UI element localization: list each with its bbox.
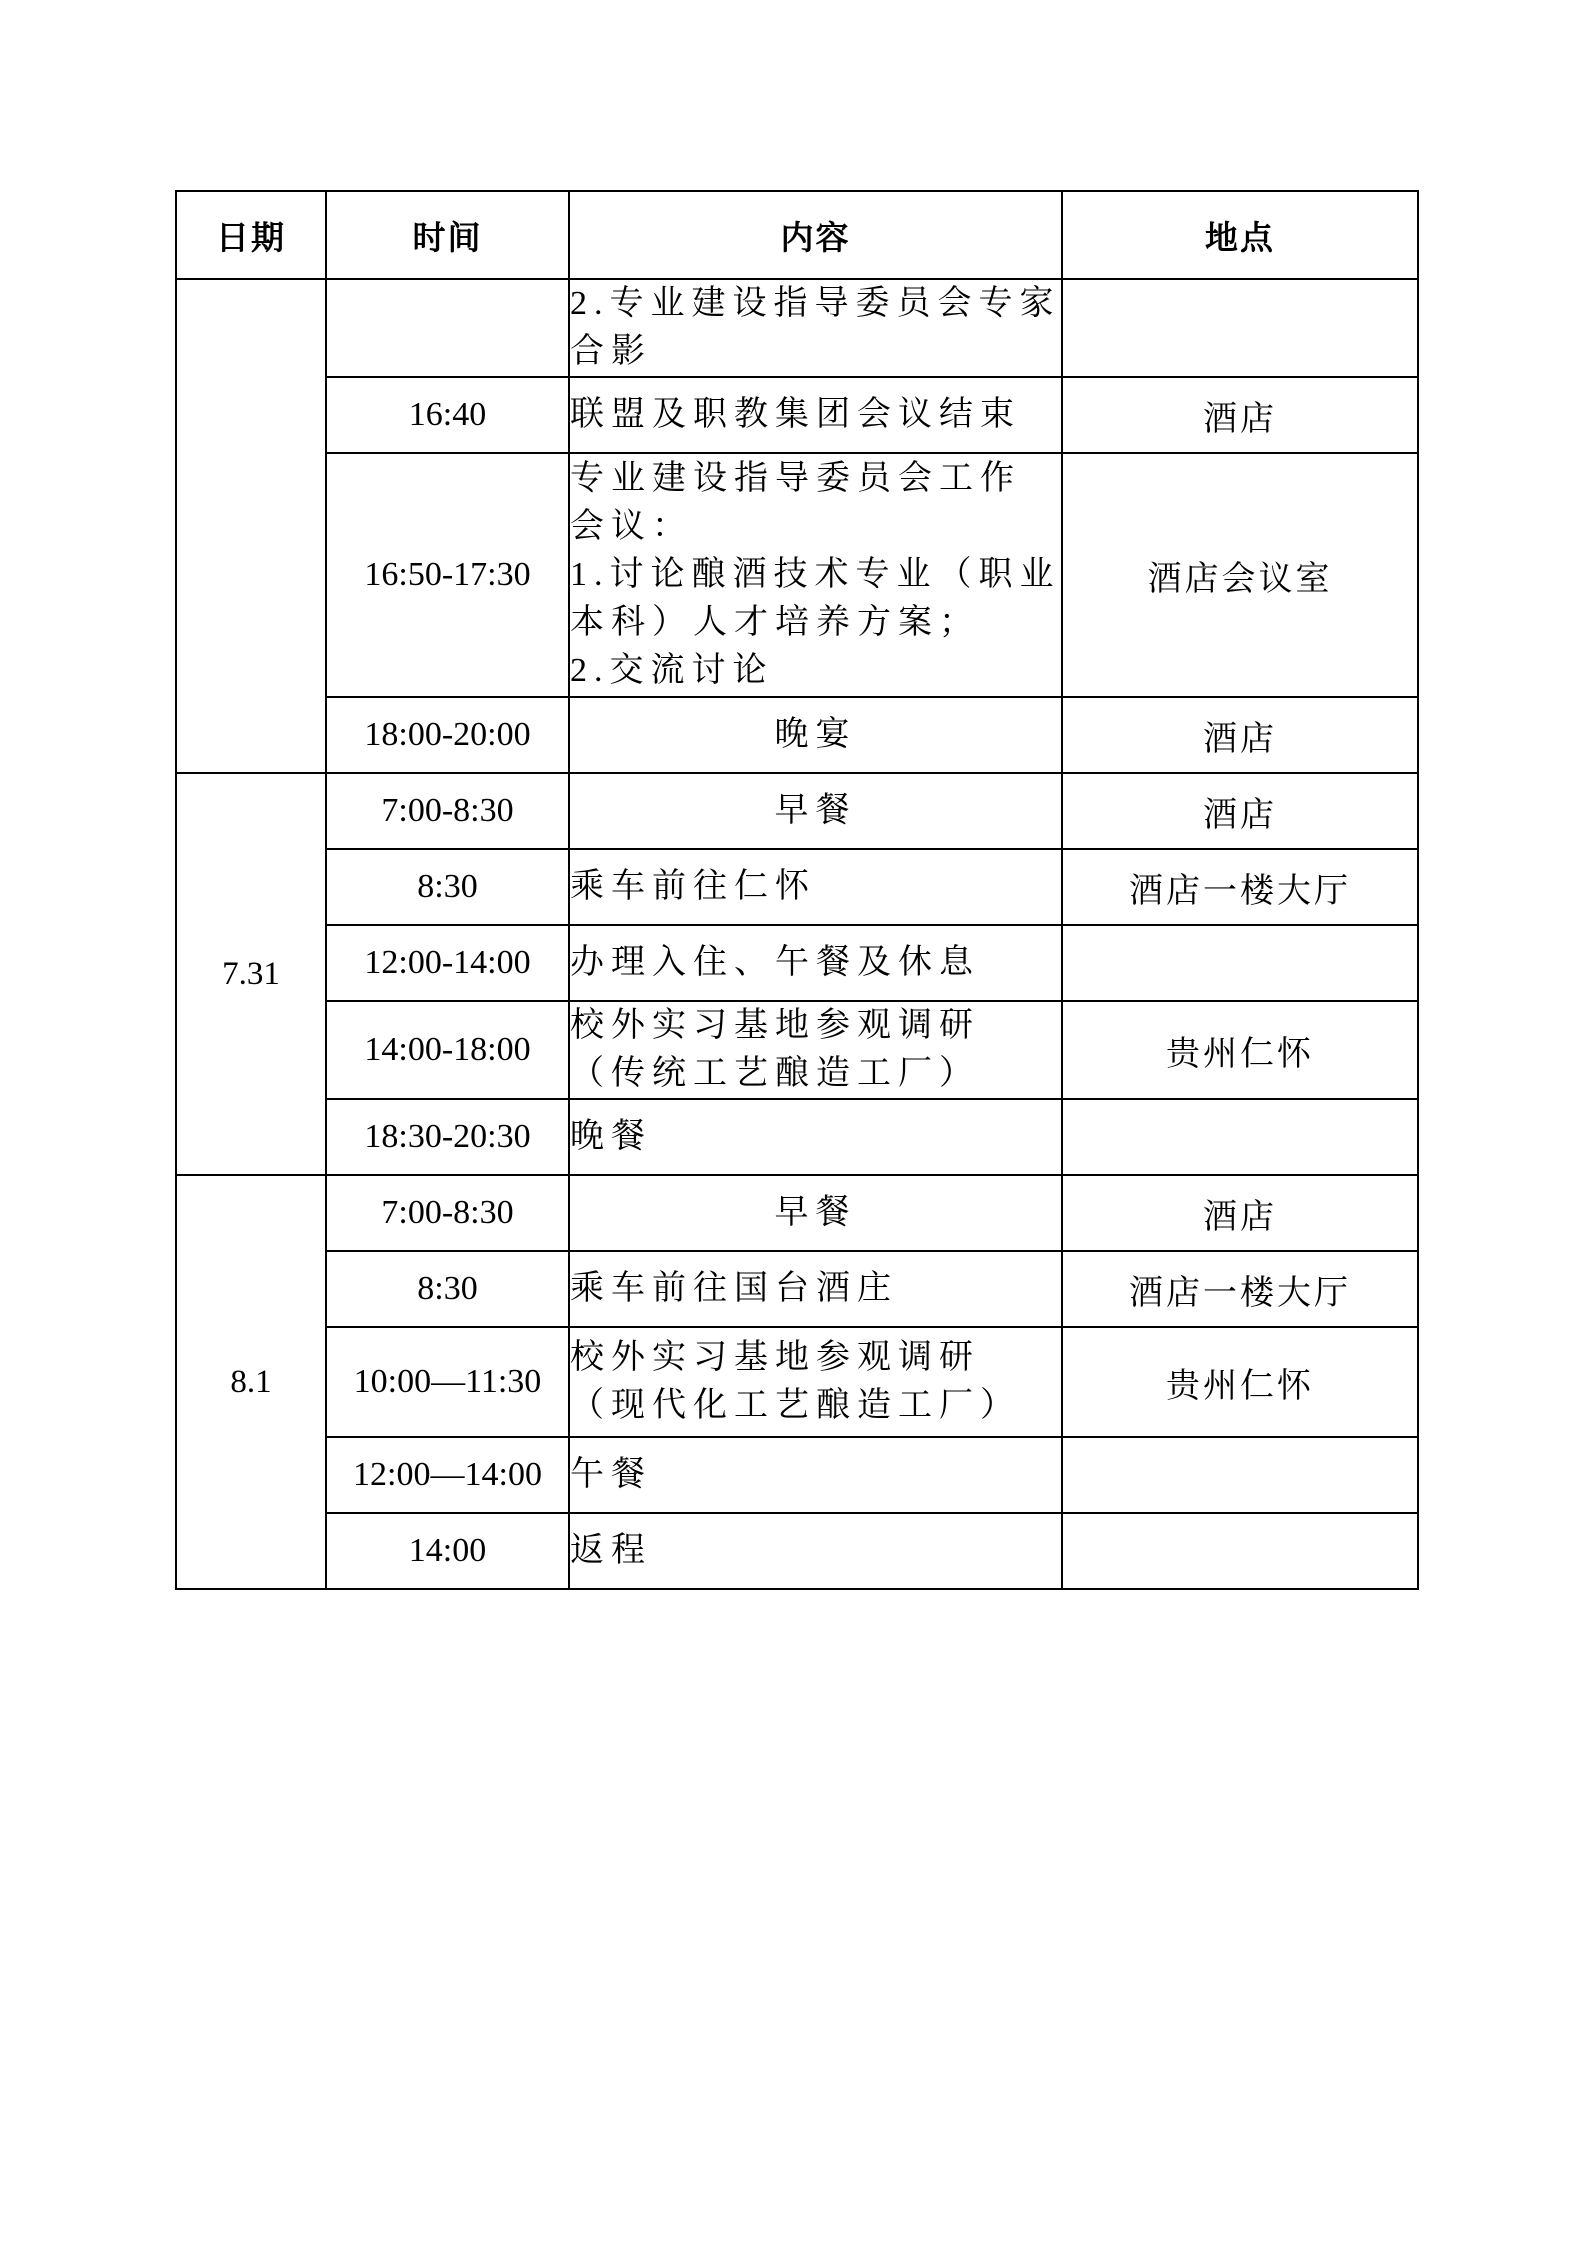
table-row xyxy=(176,1175,1418,1251)
table-row xyxy=(176,1437,1418,1513)
place-cell xyxy=(1062,1513,1418,1589)
content-cell: 早餐 xyxy=(569,1175,1062,1251)
time-cell xyxy=(326,279,569,377)
content-cell: 乘车前往仁怀 xyxy=(569,849,1062,925)
time-cell: 8:30 xyxy=(326,1251,569,1327)
time-cell: 10:00—11:30 xyxy=(326,1327,569,1437)
content-cell: 校外实习基地参观调研（传统工艺酿造工厂） xyxy=(569,1001,1062,1099)
content-cell: 午餐 xyxy=(569,1437,1062,1513)
table-row xyxy=(176,849,1418,925)
time-cell: 16:50-17:30 xyxy=(326,453,569,697)
place-cell: 酒店一楼大厅 xyxy=(1062,1251,1418,1327)
content-cell: 2.专业建设指导委员会专家合影 xyxy=(569,279,1062,377)
time-cell: 7:00-8:30 xyxy=(326,773,569,849)
table-row xyxy=(176,377,1418,453)
content-cell: 晚餐 xyxy=(569,1099,1062,1175)
time-cell: 8:30 xyxy=(326,849,569,925)
place-cell: 贵州仁怀 xyxy=(1062,1001,1418,1099)
place-cell xyxy=(1062,1099,1418,1175)
time-cell: 18:00-20:00 xyxy=(326,697,569,773)
place-cell: 酒店会议室 xyxy=(1062,453,1418,697)
time-cell: 12:00-14:00 xyxy=(326,925,569,1001)
place-cell: 酒店 xyxy=(1062,1175,1418,1251)
content-cell xyxy=(569,453,1062,697)
header-content: 内容 xyxy=(569,191,1062,279)
time-cell: 12:00—14:00 xyxy=(326,1437,569,1513)
place-cell: 酒店 xyxy=(1062,377,1418,453)
table-row xyxy=(176,1099,1418,1175)
table-row xyxy=(176,697,1418,773)
place-cell: 贵州仁怀 xyxy=(1062,1327,1418,1437)
content-cell: 晚宴 xyxy=(569,697,1062,773)
time-cell: 14:00-18:00 xyxy=(326,1001,569,1099)
content-cell: 早餐 xyxy=(569,773,1062,849)
header-place: 地点 xyxy=(1062,191,1418,279)
content-text: 专业建设指导委员会工作会议： 1.讨论酿酒技术专业（职业本科）人才培养方案； 2.交流讨论 xyxy=(570,460,1061,689)
table-row xyxy=(176,1251,1418,1327)
table-row xyxy=(176,925,1418,1001)
table-row xyxy=(176,773,1418,849)
place-cell xyxy=(1062,925,1418,1001)
schedule-table xyxy=(175,190,1419,1590)
table-row xyxy=(176,1327,1418,1437)
table-row xyxy=(176,1513,1418,1589)
date-cell: 8.1 xyxy=(176,1175,326,1589)
table-header-row xyxy=(176,191,1418,279)
place-cell: 酒店 xyxy=(1062,697,1418,773)
table-row xyxy=(176,1001,1418,1099)
content-cell: 办理入住、午餐及休息 xyxy=(569,925,1062,1001)
time-cell: 14:00 xyxy=(326,1513,569,1589)
place-cell: 酒店 xyxy=(1062,773,1418,849)
content-cell: 乘车前往国台酒庄 xyxy=(569,1251,1062,1327)
date-cell xyxy=(176,279,326,773)
date-cell: 7.31 xyxy=(176,773,326,1175)
place-cell: 酒店一楼大厅 xyxy=(1062,849,1418,925)
table-row xyxy=(176,279,1418,377)
content-cell: 校外实习基地参观调研（现代化工艺酿造工厂） xyxy=(569,1327,1062,1437)
time-cell: 16:40 xyxy=(326,377,569,453)
time-cell: 18:30-20:30 xyxy=(326,1099,569,1175)
time-cell: 7:00-8:30 xyxy=(326,1175,569,1251)
content-cell: 联盟及职教集团会议结束 xyxy=(569,377,1062,453)
table-row xyxy=(176,453,1418,697)
place-cell xyxy=(1062,279,1418,377)
content-cell: 返程 xyxy=(569,1513,1062,1589)
header-time: 时间 xyxy=(326,191,569,279)
place-cell xyxy=(1062,1437,1418,1513)
header-date: 日期 xyxy=(176,191,326,279)
